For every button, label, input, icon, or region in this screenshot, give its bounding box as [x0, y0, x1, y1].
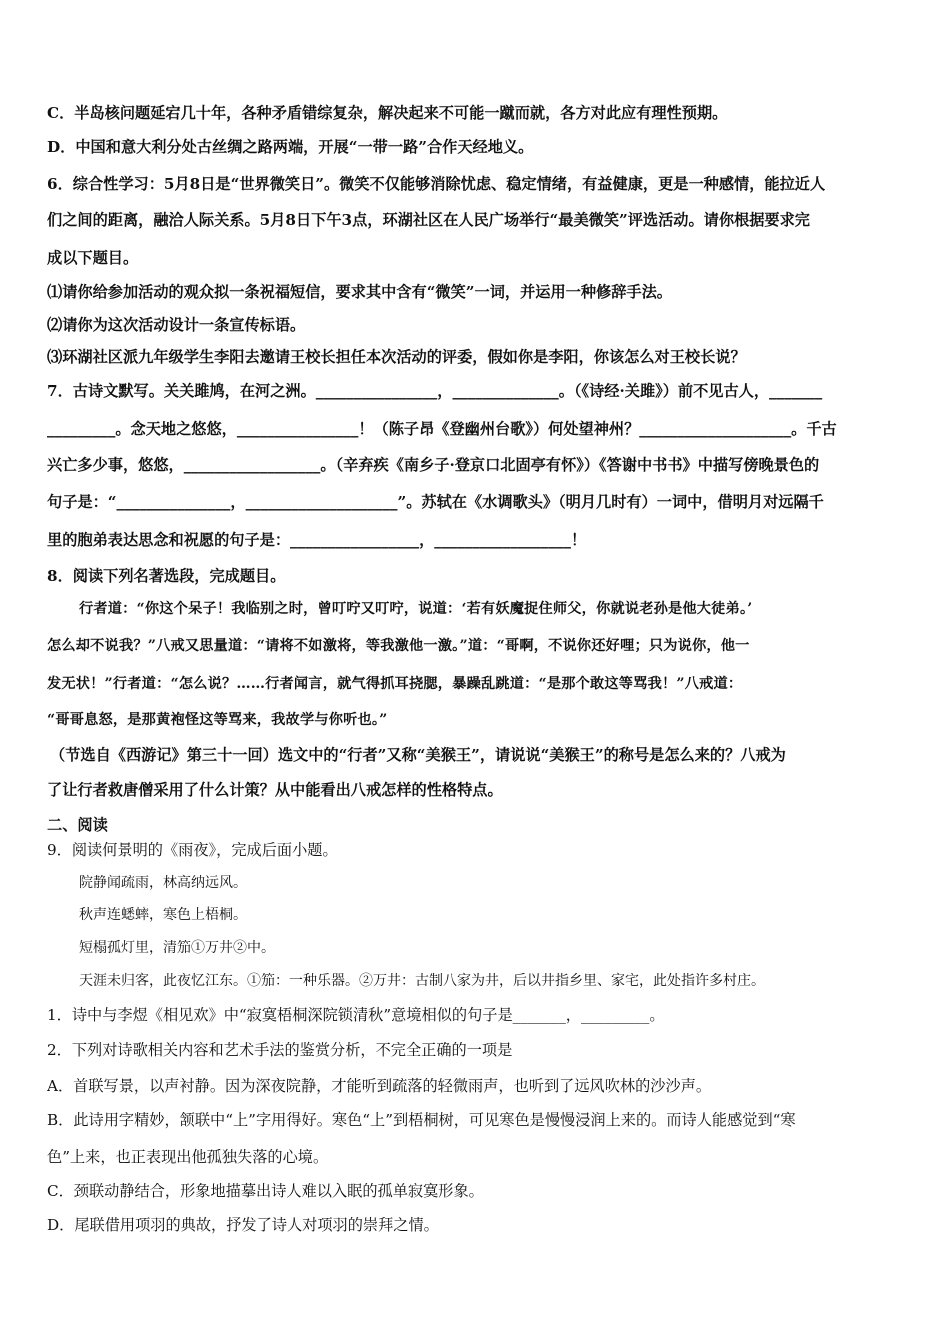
- choice-b-line-2: 色”上来，也正表现出他孤独失落的心境。: [47, 1148, 329, 1166]
- question-6-sub-1: ⑴请你给参加活动的观众拟一条祝福短信，要求其中含有“微笑”一词，并运用一种修辞手法。: [47, 283, 672, 301]
- choice-a: A．首联写景，以声衬静。因为深夜院静，才能听到疏落的轻微雨声，也听到了远风吹林的沙沙声。: [47, 1077, 712, 1095]
- question-6-line-2: 们之间的距离，融洽人际关系。5月8日下午3点，环湖社区在人民广场举行“最美微笑”评选活动。请你根据要求完: [47, 211, 810, 229]
- option-c-line: C．半岛核问题延宕几十年，各种矛盾错综复杂，解决起来不可能一蹴而就，各方对此应有理性预期。: [47, 104, 728, 122]
- excerpt-line-3: 发无状！”行者道：“怎么说？……行者闻言，就气得抓耳挠腮，暴躁乱跳道：“是那个敢这等骂我！”八戒道：: [47, 676, 743, 692]
- excerpt-line-4: “哥哥息怒，是那黄袍怪这等骂来，我故学与你听也。”: [47, 712, 388, 728]
- question-8-prompt-1: （节选自《西游记》第三十一回）选文中的“行者”又称“美猴王”，请说说“美猴王”的称号是怎么来的？八戒为: [50, 746, 786, 764]
- poem-line-3: 短榻孤灯里，清笳①万井②中。: [79, 940, 275, 956]
- option-d-line: D．中国和意大利分处古丝绸之路两端，开展“一带一路”合作天经地义。: [47, 138, 534, 156]
- question-7-line-5: 里的胞弟表达思念和祝愿的句子是：_________________，__________________！: [47, 531, 587, 549]
- poem-line-4-and-notes: 天涯未归客，此夜忆江东。①笳：一种乐器。②万井：古制八家为井，后以井指乡里、家宅，此处指许多村庄。: [79, 973, 765, 989]
- excerpt-line-1: 行者道：“你这个呆子！我临别之时，曾叮咛又叮咛，说道：‘若有妖魔捉住师父，你就说老孙是他大徒弟。’: [79, 601, 753, 617]
- question-8-title: 8．阅读下列名著选段，完成题目。: [47, 567, 286, 585]
- poem-line-2: 秋声连蟋蟀，寒色上梧桐。: [79, 907, 247, 923]
- question-6-line-3: 成以下题目。: [47, 249, 139, 267]
- question-7-line-2: _________。念天地之悠悠，________________！（陈子昂《登幽州台歌》）何处望神州？____________________。千古: [47, 420, 837, 438]
- excerpt-line-2: 怎么却不说我？”八戒又思量道：“请将不如激将，等我激他一激。”道：“哥啊，不说你还好哩；只为说你，他一: [47, 638, 750, 654]
- sub-question-1: 1．诗中与李煜《相见欢》中“寂寞梧桐深院锁清秋”意境相似的句子是_______，_________。: [47, 1006, 665, 1024]
- choice-c: C．颈联动静结合，形象地描摹出诗人难以入眠的孤单寂寞形象。: [47, 1182, 484, 1200]
- poem-line-1: 院静闻疏雨，林高纳远风。: [79, 875, 247, 891]
- section-heading-reading: 二、阅读: [47, 816, 108, 834]
- choice-b-line-1: B．此诗用字精妙，颔联中“上”字用得好。寒色“上”到梧桐树，可见寒色是慢慢浸润上来的。而诗人能感觉到“寒: [47, 1111, 796, 1129]
- question-6-line-1: 6．综合性学习：5月8日是“世界微笑日”。微笑不仅能够消除忧虑、稳定情绪，有益健康，更是一种感情，能拉近人: [47, 175, 826, 193]
- question-6-sub-3: ⑶环湖社区派九年级学生李阳去邀请王校长担任本次活动的评委，假如你是李阳，你该怎么对王校长说？: [47, 348, 746, 366]
- question-8-prompt-2: 了让行者救唐僧采用了什么计策？从中能看出八戒怎样的性格特点。: [47, 781, 503, 799]
- question-7-line-4: 句子是：“_______________，____________________”。苏轼在《水调歌头》（明月几时有）一词中，借明月对远隔千: [47, 493, 824, 511]
- question-7-line-3: 兴亡多少事，悠悠，__________________。（辛弃疾《南乡子·登京口北固亭有怀》）《答谢中书书》中描写傍晚景色的: [47, 456, 820, 474]
- choice-d: D．尾联借用项羽的典故，抒发了诗人对项羽的崇拜之情。: [47, 1216, 439, 1234]
- sub-question-2: 2．下列对诗歌相关内容和艺术手法的鉴赏分析，不完全正确的一项是: [47, 1041, 513, 1059]
- question-7-line-1: 7．古诗文默写。关关雎鸠，在河之洲。________________，______________。（《诗经·关雎》）前不见古人，_______: [47, 382, 823, 400]
- question-6-sub-2: ⑵请你为这次活动设计一条宣传标语。: [47, 316, 306, 334]
- question-9-title: 9．阅读何景明的《雨夜》，完成后面小题。: [47, 841, 338, 859]
